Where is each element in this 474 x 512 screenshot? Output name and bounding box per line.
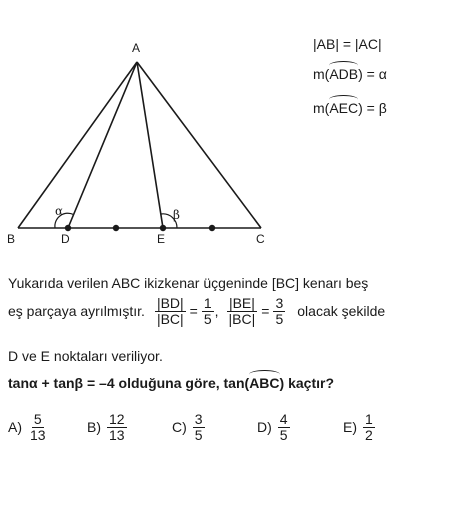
given-ab-ac: |AB| = |AC| [313, 36, 382, 52]
question [8, 375, 334, 391]
option-a-fraction [28, 412, 48, 442]
given-angle-aec-prefix: m( [313, 100, 330, 116]
point-D [65, 225, 71, 231]
option-d-label: D) [257, 419, 272, 436]
question-suffix: ) kaçtır? [279, 375, 334, 391]
arc-aec: AEC [329, 100, 359, 116]
option-e[interactable] [343, 412, 375, 442]
fraction-be-bc [227, 296, 258, 326]
fraction-one-fifth-num: 1 [203, 295, 212, 311]
option-a[interactable] [8, 412, 48, 442]
problem-line-3: D ve E noktaları veriliyor. [8, 348, 163, 364]
point-E [160, 225, 166, 231]
label-beta: β [173, 208, 180, 222]
option-a-den: 13 [30, 426, 46, 443]
option-c-den: 5 [194, 426, 203, 443]
problem-line-2-end: olacak şekilde [297, 303, 386, 320]
option-b-num: 12 [109, 411, 125, 427]
problem-line-2 [8, 296, 385, 326]
fraction-be: |BE| [228, 295, 255, 311]
fraction-bd-bc [155, 296, 186, 326]
fraction-bc: |BC| [156, 310, 184, 327]
option-e-label: E) [343, 419, 357, 436]
arc-abc: ABC [249, 375, 280, 391]
option-d-den: 5 [279, 426, 288, 443]
equals-2: = [261, 303, 270, 320]
option-a-num: 5 [33, 411, 42, 427]
option-d[interactable] [257, 412, 290, 442]
given-angle-adb [313, 66, 387, 82]
option-d-fraction [278, 412, 290, 442]
segment-AC [137, 62, 261, 228]
equals-1: = [189, 303, 198, 320]
option-c[interactable] [172, 412, 205, 442]
option-e-fraction [363, 412, 375, 442]
point-mid1 [113, 225, 119, 231]
label-E: E [157, 232, 166, 246]
given-angle-aec [313, 100, 387, 116]
option-b-label: B) [87, 419, 101, 436]
label-alpha: α [55, 204, 64, 218]
question-prefix: tanα + tanβ = –4 olduğuna göre, tan( [8, 375, 250, 391]
option-c-num: 3 [194, 411, 203, 427]
option-e-den: 2 [365, 426, 373, 443]
arc-adb: ADB [329, 66, 359, 82]
option-c-fraction [193, 412, 205, 442]
label-A: A [132, 41, 141, 55]
fraction-three-fifths-num: 3 [275, 295, 284, 311]
comma: , [214, 303, 219, 320]
option-d-num: 4 [279, 411, 288, 427]
given-angle-adb-suffix: ) = α [358, 66, 387, 82]
given-angle-adb-prefix: m( [313, 66, 330, 82]
fraction-bc-2: |BC| [228, 310, 256, 327]
option-b[interactable] [87, 412, 127, 442]
problem-line-2-start: eş parçaya ayrılmıştır. [8, 303, 145, 320]
option-b-fraction [107, 412, 127, 442]
fraction-three-fifths-den: 5 [275, 310, 284, 327]
label-D: D [61, 232, 70, 246]
problem-line-1: Yukarıda verilen ABC ikizkenar üçgeninde [BC] kenarı beş [8, 275, 369, 291]
fraction-bd: |BD| [156, 295, 184, 311]
fraction-one-fifth-den: 5 [203, 310, 212, 327]
given-angle-aec-suffix: ) = β [358, 100, 387, 116]
option-c-label: C) [172, 419, 187, 436]
fraction-one-fifth [202, 296, 214, 326]
label-B: B [7, 232, 16, 246]
option-b-den: 13 [109, 426, 125, 443]
triangle-figure [0, 0, 300, 250]
point-mid2 [209, 225, 215, 231]
option-a-label: A) [8, 419, 22, 436]
option-e-num: 1 [365, 411, 373, 427]
segment-AE [137, 62, 163, 228]
label-C: C [256, 232, 265, 246]
fraction-three-fifths [273, 296, 285, 326]
